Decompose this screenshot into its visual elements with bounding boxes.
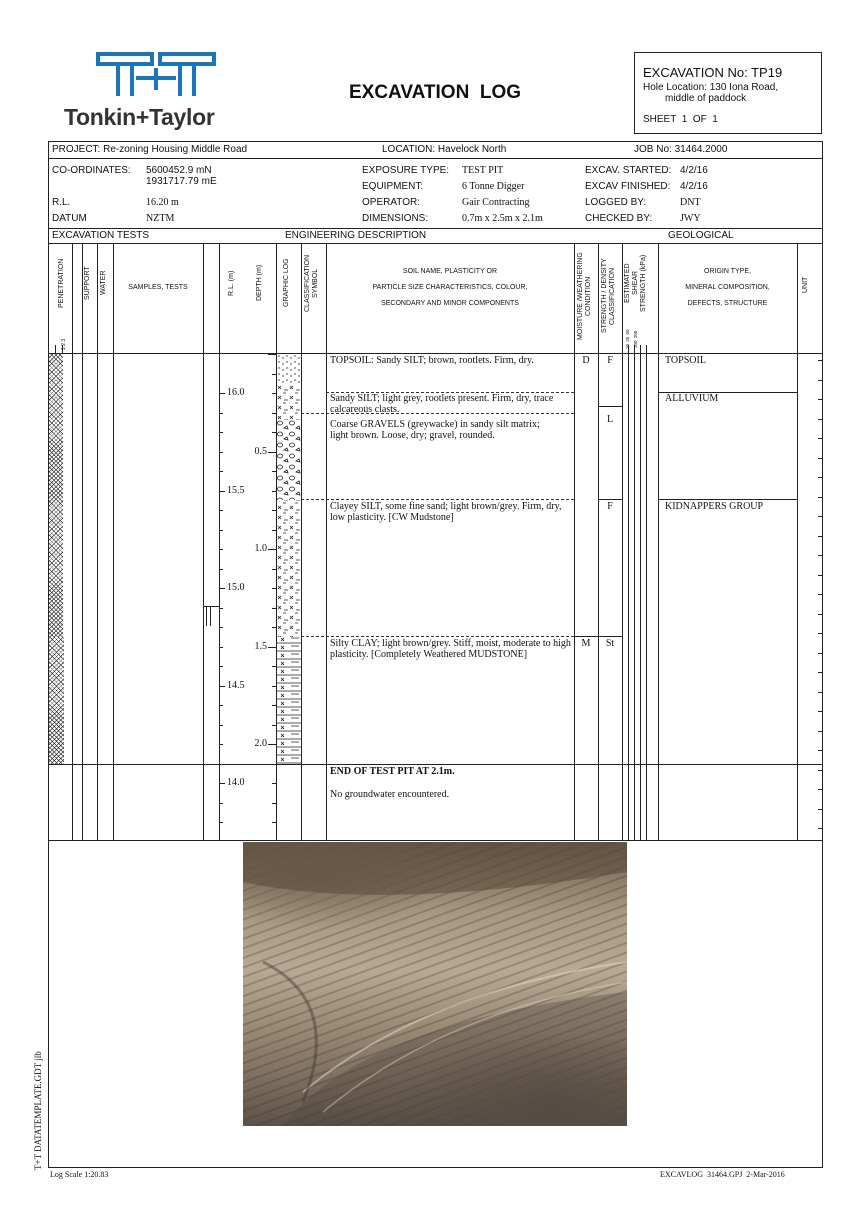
unit-tick (818, 360, 823, 361)
depth-tick (272, 822, 276, 823)
rl-tick (219, 569, 223, 570)
unit-tick (818, 477, 823, 478)
unit-tick (818, 438, 823, 439)
unit-tick (818, 750, 823, 751)
depth-tick (272, 393, 276, 394)
rl-label: 14.0 (227, 777, 245, 788)
unit-tick (818, 828, 823, 829)
company-logo (64, 52, 244, 132)
unit-tick (818, 555, 823, 556)
layer-5-strength: St (605, 638, 615, 649)
rl-tick (219, 783, 225, 784)
project-name: PROJECT: Re-zoning Housing Middle Road (52, 144, 248, 155)
excavation-id-box (634, 52, 822, 134)
col-penetration-scale: 1 2 3 (61, 338, 67, 350)
geo-alluvium: ALLUVIUM (665, 393, 719, 404)
col-origin-line2: MINERAL COMPOSITION, (685, 284, 770, 291)
unit-tick (818, 497, 823, 498)
unit-tick (818, 653, 823, 654)
rl-label: R.L. (52, 197, 71, 208)
unit-tick (818, 536, 823, 537)
rl-tick (219, 510, 223, 511)
rl-tick (219, 764, 223, 765)
depth-tick (272, 627, 276, 628)
sheet-number: SHEET 1 OF 1 (643, 114, 718, 125)
unit-tick (818, 692, 823, 693)
col-soil-line3: SECONDARY AND MINOR COMPONENTS (381, 300, 519, 307)
unit-tick (818, 380, 823, 381)
depth-tick (272, 666, 276, 667)
graphic-log-pattern-icon (277, 354, 301, 764)
page-title: EXCAVATION LOG (348, 82, 522, 103)
col-graphic-log: GRAPHIC LOG (283, 258, 290, 308)
depth-label: 2.0 (254, 738, 267, 749)
log-scale: Log Scale 1:20.83 (50, 1170, 109, 1179)
file-reference: EXCAVLOG 31464.GPJ 2-Mar-2016 (660, 1170, 785, 1179)
unit-tick (818, 789, 823, 790)
col-strength: STRENGTH / DENSITY CLASSIFICATION (601, 258, 616, 334)
unit-tick (818, 614, 823, 615)
rl-tick (219, 647, 223, 648)
coordinates-north: 5600452.9 mN (146, 165, 212, 176)
layer-1-strength: F (607, 355, 613, 366)
rl-tick (219, 608, 223, 609)
unit-tick (818, 419, 823, 420)
unit-tick (818, 711, 823, 712)
job-number: JOB No: 31464.2000 (634, 144, 728, 155)
company-name: Tonkin+Taylor (64, 104, 215, 130)
col-support: SUPPORT (84, 266, 91, 300)
graphic-log (277, 354, 301, 764)
layer-3-description: Coarse GRAVELS (greywacke) in sandy silt matrix; light brown. Loose, dry; gravel, rounded. (330, 419, 540, 441)
penetration-hatch-2 (49, 637, 64, 764)
unit-tick (818, 809, 823, 810)
layer-3-strength: L (606, 414, 614, 425)
depth-label: 1.0 (254, 543, 267, 554)
end-of-pit: END OF TEST PIT AT 2.1m. (330, 766, 455, 777)
photo-texture-icon (243, 842, 627, 1126)
depth-tick (272, 783, 276, 784)
geo-kidnappers-group: KIDNAPPERS GROUP (665, 501, 764, 512)
rl-tick (219, 803, 223, 804)
rl-label: 15.0 (227, 582, 245, 593)
col-classification-symbol: CLASSIFICATION SYMBOL (304, 254, 319, 312)
coordinates-east: 1931717.79 mE (146, 176, 217, 187)
exposure-type-value: TEST PIT (462, 165, 504, 176)
rl-tick (219, 627, 223, 628)
rl-tick (219, 432, 223, 433)
penetration-hatch-1 (49, 354, 63, 637)
depth-tick (272, 530, 276, 531)
depth-tick (272, 471, 276, 472)
unit-tick (818, 399, 823, 400)
unit-tick (818, 633, 823, 634)
datum-label: DATUM (52, 213, 87, 224)
operator-label: OPERATOR: (362, 197, 420, 208)
hole-location-line2: middle of paddock (665, 93, 747, 104)
unit-tick (818, 770, 823, 771)
depth-tick (268, 354, 276, 355)
section-excavation-tests: EXCAVATION TESTS (52, 230, 150, 241)
exposure-type-label: EXPOSURE TYPE: (362, 165, 450, 176)
location: LOCATION: Havelock North (382, 144, 507, 155)
test-pit-photo (243, 842, 627, 1126)
depth-tick (272, 803, 276, 804)
rl-tick (219, 530, 223, 531)
rl-tick (219, 705, 223, 706)
depth-tick (268, 647, 276, 648)
layer-5-moisture: M (581, 638, 591, 649)
checked-by-value: JWY (680, 213, 701, 224)
col-depth: DEPTH (m) (256, 264, 263, 302)
operator-value: Gair Contracting (462, 197, 530, 208)
rl-label: 14.5 (227, 679, 245, 691)
depth-tick (272, 725, 276, 726)
excavation-number: EXCAVATION No: TP19 (643, 65, 783, 80)
depth-label: 0.5 (254, 445, 267, 457)
col-soil-line2: PARTICLE SIZE CHARACTERISTICS, COLOUR, (372, 284, 528, 291)
depth-tick (272, 413, 276, 414)
coordinates-label: CO-ORDINATES: (52, 165, 131, 176)
depth-tick (272, 569, 276, 570)
dimensions-label: DIMENSIONS: (362, 213, 429, 224)
depth-tick (272, 432, 276, 433)
col-rl: R.L. (m) (228, 270, 235, 296)
layer-2-description: Sandy SILT; light grey, rootlets present. Firm, dry, trace calcareous clasts. (330, 393, 554, 415)
rl-tick (219, 744, 223, 745)
section-engineering-description: ENGINEERING DESCRIPTION (285, 230, 427, 241)
layer-4-strength: F (607, 501, 613, 512)
rl-tick (219, 588, 225, 589)
rl-value: 16.20 m (146, 197, 179, 208)
unit-tick (818, 672, 823, 673)
depth-tick (272, 588, 276, 589)
col-soil-line1: SOIL NAME, PLASTICITY OR (402, 268, 498, 275)
col-origin-line1: ORIGIN TYPE, (704, 268, 751, 275)
rl-tick (219, 725, 223, 726)
hole-location-line1: Hole Location: 130 Iona Road, (643, 82, 779, 93)
col-samples-tests: SAMPLES, TESTS (128, 284, 188, 291)
depth-tick (272, 705, 276, 706)
boundary-clayey-silt-silty-clay (301, 636, 574, 637)
template-label: T+T DATATEMPLATE.GDT jlb (33, 1051, 43, 1170)
rl-tick (219, 686, 225, 687)
rl-label: 15.5 (227, 484, 245, 496)
equipment-value: 6 Tonne Digger (462, 181, 525, 192)
groundwater-note: No groundwater encountered. (330, 789, 450, 800)
unit-tick (818, 516, 823, 517)
unit-tick (818, 594, 823, 595)
dimensions-value: 0.7m x 2.5m x 2.1m (462, 213, 543, 224)
col-penetration: PENETRATION (58, 258, 65, 308)
rl-tick (219, 413, 223, 414)
depth-tick (272, 491, 276, 492)
col-shear-strength: ESTIMATED SHEAR STRENGTH (kPa) (624, 254, 647, 312)
layer-5-description: Silty CLAY; light brown/grey. Stiff, moist, moderate to high plasticity. [Completely Weathered MUDSTONE] (330, 638, 571, 660)
depth-tick (272, 608, 276, 609)
layer-1-moisture: D (582, 355, 590, 366)
geo-topsoil: TOPSOIL (665, 355, 706, 366)
equipment-label: EQUIPMENT: (362, 181, 424, 192)
section-geological: GEOLOGICAL (668, 230, 734, 241)
col-moisture: MOISTURE /WEATHERING CONDITION (577, 252, 592, 340)
depth-tick (272, 686, 276, 687)
layer-1-description: TOPSOIL: Sandy SILT; brown, rootlets. Firm, dry. (330, 355, 534, 366)
rl-tick (219, 491, 225, 492)
col-shear-scale: 10 25 50 100 200 (625, 329, 638, 349)
rl-tick (219, 822, 223, 823)
rl-tick (219, 393, 225, 394)
col-unit: UNIT (802, 276, 809, 294)
rl-label: 16.0 (227, 387, 245, 398)
col-water: WATER (100, 270, 107, 296)
rl-tick (219, 452, 223, 453)
started-label: EXCAV. STARTED: (585, 165, 672, 176)
boundary-gravel-clayey-silt (301, 499, 574, 500)
checked-by-label: CHECKED BY: (585, 213, 653, 224)
depth-tick (268, 744, 276, 745)
depth-tick (272, 510, 276, 511)
depth-tick (268, 549, 276, 550)
unit-tick (818, 458, 823, 459)
depth-tick (268, 452, 276, 453)
tonkin-taylor-logo-icon (96, 52, 216, 98)
logged-by-value: DNT (680, 197, 701, 208)
rl-scale (219, 354, 276, 840)
unit-tick (818, 731, 823, 732)
logged-by-label: LOGGED BY: (585, 197, 647, 208)
finished-label: EXCAV FINISHED: (585, 181, 671, 192)
rl-tick (219, 666, 223, 667)
depth-label: 1.5 (254, 640, 267, 652)
finished-value: 4/2/16 (680, 181, 708, 192)
started-value: 4/2/16 (680, 165, 708, 176)
unit-ticks (815, 354, 823, 840)
rl-tick (219, 471, 223, 472)
layer-4-description: Clayey SILT, some fine sand; light brown/grey. Firm, dry, low plasticity. [CW Mudstone] (330, 501, 562, 523)
col-origin-line3: DEFECTS, STRUCTURE (687, 300, 768, 307)
depth-tick (272, 374, 276, 375)
datum-value: NZTM (146, 213, 175, 224)
unit-tick (818, 575, 823, 576)
depth-tick (272, 764, 276, 765)
rl-tick (219, 549, 223, 550)
